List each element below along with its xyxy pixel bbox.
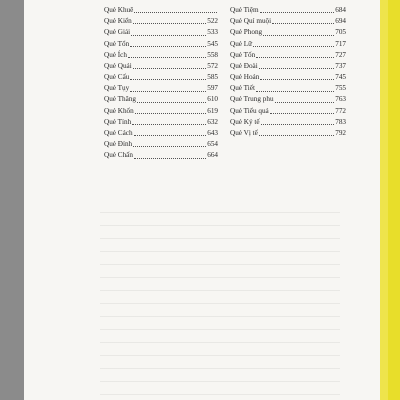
toc-entry-page: 522 xyxy=(207,17,218,26)
toc-entry-page: 643 xyxy=(207,129,218,138)
toc-entry-page: 619 xyxy=(207,106,218,115)
toc-entry-page: 597 xyxy=(207,84,218,93)
toc-entry-page: 792 xyxy=(335,129,346,138)
toc-entry xyxy=(230,48,346,59)
toc-leader-dots xyxy=(263,35,334,36)
toc-leader-dots xyxy=(131,35,206,36)
toc-leader-dots xyxy=(137,102,206,103)
bleed-through-text xyxy=(100,200,340,400)
toc-entry-title: Quẻ Tổn xyxy=(104,39,130,48)
toc-entry-title: Quẻ Tụy xyxy=(104,84,130,93)
toc-leader-dots xyxy=(128,57,206,58)
toc-entry-page: 763 xyxy=(335,95,346,104)
toc-leader-dots xyxy=(132,124,206,125)
toc-entry-title: Quẻ Tiểu quá xyxy=(230,106,269,115)
toc-entry-page: 654 xyxy=(207,140,218,149)
toc-leader-dots xyxy=(130,91,206,92)
toc-entry-page: 684 xyxy=(335,5,346,14)
scan-background-left xyxy=(0,0,24,400)
toc-column-right xyxy=(230,3,346,137)
toc-leader-dots xyxy=(135,113,206,114)
toc-column-left xyxy=(104,3,218,160)
toc-entry-title: Quẻ Vị tế xyxy=(230,129,258,138)
toc-entry-page: 632 xyxy=(207,117,218,126)
toc-entry-page: 664 xyxy=(207,151,218,160)
toc-entry-title: Quẻ Đoài xyxy=(230,61,258,70)
toc-leader-dots xyxy=(275,102,335,103)
toc-entry-page: 717 xyxy=(335,39,346,48)
toc-entry-title: Quẻ Lữ xyxy=(230,39,253,48)
toc-entry xyxy=(230,59,346,70)
toc-entry xyxy=(104,70,218,81)
toc-entry-page: 755 xyxy=(335,84,346,93)
toc-entry-title: Quẻ Phong xyxy=(230,28,263,37)
toc-entry-page: 783 xyxy=(335,117,346,126)
toc-entry xyxy=(230,25,346,36)
toc-entry-title: Quẻ Tốn xyxy=(230,50,256,59)
toc-entry xyxy=(104,137,218,148)
toc-entry-title: Quẻ Trung phu xyxy=(230,95,274,104)
toc-entry-page: 533 xyxy=(207,28,218,37)
toc-entry xyxy=(104,148,218,159)
toc-leader-dots xyxy=(259,68,334,69)
toc-entry xyxy=(230,115,346,126)
toc-entry xyxy=(230,37,346,48)
toc-entry-title: Quẻ Tỉnh xyxy=(104,117,132,126)
toc-entry xyxy=(230,70,346,81)
toc-entry xyxy=(230,81,346,92)
toc-entry xyxy=(230,3,346,14)
toc-entry-title: Quẻ Khốn xyxy=(104,106,134,115)
toc-entry xyxy=(104,115,218,126)
toc-entry-page: 694 xyxy=(335,17,346,26)
toc-entry-page: 585 xyxy=(207,73,218,82)
toc-entry-page: 572 xyxy=(207,61,218,70)
toc-entry-title: Quẻ Quí muội xyxy=(230,17,272,26)
toc-entry-title: Quẻ Ký tế xyxy=(230,117,260,126)
toc-leader-dots xyxy=(130,79,206,80)
toc-leader-dots xyxy=(270,113,334,114)
toc-entry-title: Quẻ Đỉnh xyxy=(104,140,133,149)
toc-entry xyxy=(104,81,218,92)
toc-entry xyxy=(230,126,346,137)
toc-leader-dots xyxy=(253,46,334,47)
toc-entry xyxy=(104,14,218,25)
toc-entry-title: Quẻ Giải xyxy=(104,28,131,37)
toc-entry-page: 737 xyxy=(335,61,346,70)
toc-entry xyxy=(104,59,218,70)
toc-leader-dots xyxy=(259,135,334,136)
toc-entry-title: Quẻ Chấn xyxy=(104,151,133,160)
toc-leader-dots xyxy=(134,135,207,136)
toc-leader-dots xyxy=(134,158,206,159)
toc-entry xyxy=(104,48,218,59)
toc-entry-page: 610 xyxy=(207,95,218,104)
toc-entry-title: Quẻ Khuê xyxy=(104,5,134,14)
toc-entry xyxy=(104,37,218,48)
toc-entry-title: Quẻ Tiết xyxy=(230,84,255,93)
toc-entry xyxy=(104,126,218,137)
toc-entry-page: 745 xyxy=(335,73,346,82)
toc-leader-dots xyxy=(133,146,206,147)
toc-entry-title: Quẻ Ích xyxy=(104,50,127,59)
toc-entry xyxy=(104,25,218,36)
toc-entry xyxy=(104,3,218,14)
toc-leader-dots xyxy=(130,46,206,47)
page-edge-yellow xyxy=(380,0,388,400)
toc-entry xyxy=(230,14,346,25)
toc-leader-dots xyxy=(260,79,334,80)
toc-entry-page: 727 xyxy=(335,50,346,59)
toc-entry-title: Quẻ Quải xyxy=(104,61,132,70)
toc-entry-title: Quẻ Hoán xyxy=(230,73,260,82)
toc-entry-title: Quẻ Cấu xyxy=(104,73,130,82)
toc-leader-dots xyxy=(133,23,206,24)
toc-entry-page: 545 xyxy=(207,39,218,48)
toc-entry-page: 705 xyxy=(335,28,346,37)
toc-leader-dots xyxy=(133,68,206,69)
toc-entry-page: 558 xyxy=(207,50,218,59)
toc-entry-title: Quẻ Cách xyxy=(104,129,133,138)
toc-entry-title: Quẻ Thăng xyxy=(104,95,137,104)
toc-entry xyxy=(230,104,346,115)
toc-entry-title: Quẻ Kiển xyxy=(104,17,132,26)
toc-entry-title: Quẻ Tiệm xyxy=(230,5,259,14)
toc-entry-page: 772 xyxy=(335,106,346,115)
toc-entry xyxy=(230,93,346,104)
toc-leader-dots xyxy=(272,23,334,24)
toc-leader-dots xyxy=(134,12,217,13)
page-edge-yellow-outer xyxy=(388,0,400,400)
toc-leader-dots xyxy=(256,57,334,58)
toc-leader-dots xyxy=(256,91,334,92)
toc-leader-dots xyxy=(261,124,335,125)
toc-entry xyxy=(104,104,218,115)
toc-leader-dots xyxy=(260,12,335,13)
toc-entry xyxy=(104,93,218,104)
